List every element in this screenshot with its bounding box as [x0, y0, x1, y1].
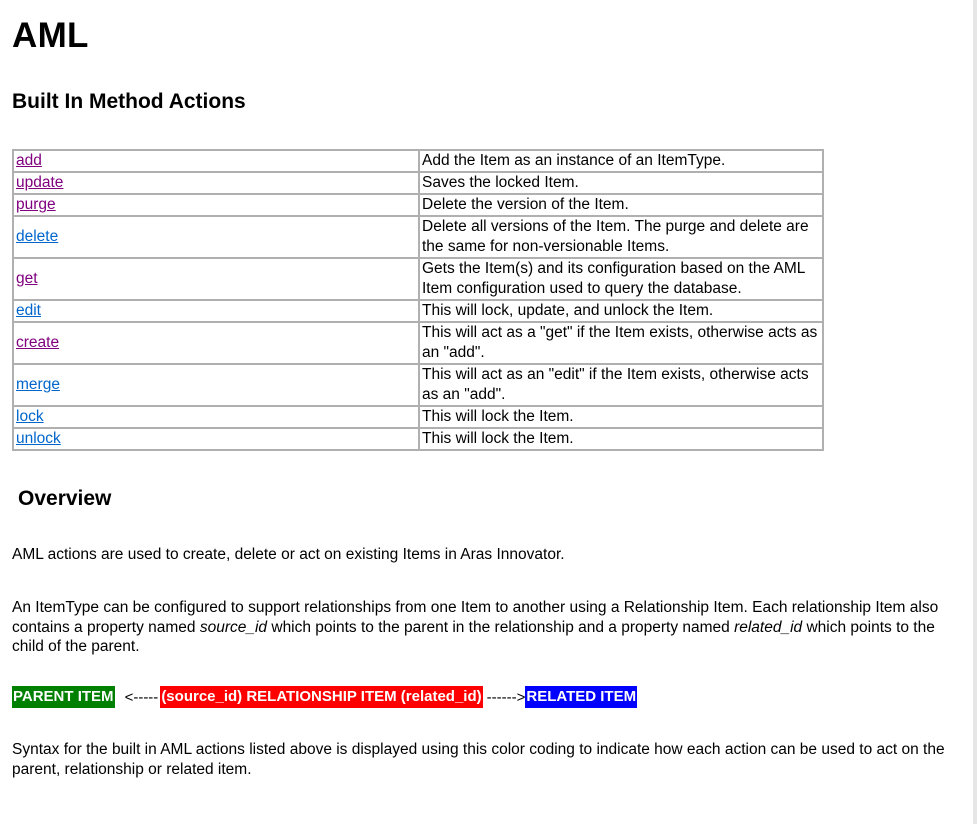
method-link-purge[interactable]: purge — [16, 196, 56, 213]
table-row — [13, 322, 823, 364]
actions-table-body — [13, 150, 823, 450]
method-description: This will lock, update, and unlock the Item. — [419, 300, 823, 322]
method-cell — [13, 364, 419, 406]
method-link-edit[interactable]: edit — [16, 302, 41, 319]
table-row — [13, 406, 823, 428]
method-link-update[interactable]: update — [16, 174, 64, 191]
method-link-merge[interactable]: merge — [16, 376, 60, 393]
method-cell — [13, 258, 419, 300]
method-description: Add the Item as an instance of an ItemType. — [419, 150, 823, 172]
method-description: Gets the Item(s) and its configuration based on the AML Item configuration used to query the database. — [419, 258, 823, 300]
method-description: Saves the locked Item. — [419, 172, 823, 194]
method-cell — [13, 172, 419, 194]
method-cell — [13, 322, 419, 364]
p2-text-2: which points to the parent in the relationship and a property named — [267, 618, 735, 636]
table-row — [13, 428, 823, 450]
right-arrow: ------> — [486, 688, 526, 706]
method-description: This will lock the Item. — [419, 406, 823, 428]
method-cell — [13, 194, 419, 216]
related-id-term: related_id — [734, 618, 803, 636]
overview-title: Overview — [18, 487, 112, 510]
method-cell — [13, 216, 419, 258]
method-description: This will act as a "get" if the Item exists, otherwise acts as an "add". — [419, 322, 823, 364]
method-cell — [13, 406, 419, 428]
table-row — [13, 172, 823, 194]
method-link-lock[interactable]: lock — [16, 408, 44, 425]
color-legend — [12, 686, 637, 708]
method-cell — [13, 150, 419, 172]
method-description: This will act as an "edit" if the Item exists, otherwise acts as an "add". — [419, 364, 823, 406]
overview-paragraph-3: Syntax for the built in AML actions listed above is displayed using this color coding to indicate how each action can be used to act on the parent, relationship or related item. — [12, 741, 945, 778]
section-title: Built In Method Actions — [12, 90, 246, 113]
table-row — [13, 364, 823, 406]
p2-text-1: An ItemType can be configured to support relationships from one Item to another using a Relationship Item. Each relationship Item also contains a property named — [12, 599, 939, 636]
method-link-unlock[interactable]: unlock — [16, 430, 61, 447]
method-cell — [13, 300, 419, 322]
method-link-get[interactable]: get — [16, 270, 38, 287]
overview-paragraph-2 — [12, 598, 952, 657]
vertical-scrollbar[interactable] — [973, 0, 977, 824]
parent-item-badge: PARENT ITEM — [12, 686, 115, 708]
source-id-term: source_id — [199, 618, 268, 636]
actions-table — [12, 149, 824, 451]
method-cell — [13, 428, 419, 450]
table-row — [13, 258, 823, 300]
table-row — [13, 216, 823, 258]
left-arrow: <----- — [124, 688, 159, 706]
method-link-delete[interactable]: delete — [16, 228, 59, 245]
method-link-add[interactable]: add — [16, 152, 42, 169]
method-description: Delete the version of the Item. — [419, 194, 823, 216]
p2-text-3: which points to the child of the parent. — [12, 618, 935, 655]
page-title: AML — [12, 16, 89, 55]
table-row — [13, 194, 823, 216]
related-item-badge: RELATED ITEM — [525, 686, 637, 708]
method-description: This will lock the Item. — [419, 428, 823, 450]
method-description: Delete all versions of the Item. The purge and delete are the same for non-versionable Items. — [419, 216, 823, 258]
method-link-create[interactable]: create — [16, 334, 60, 351]
relationship-item-badge: (source_id) RELATIONSHIP ITEM (related_id) — [160, 686, 482, 708]
overview-paragraph-1: AML actions are used to create, delete or act on existing Items in Aras Innovator. — [12, 546, 565, 563]
table-row — [13, 300, 823, 322]
table-row — [13, 150, 823, 172]
